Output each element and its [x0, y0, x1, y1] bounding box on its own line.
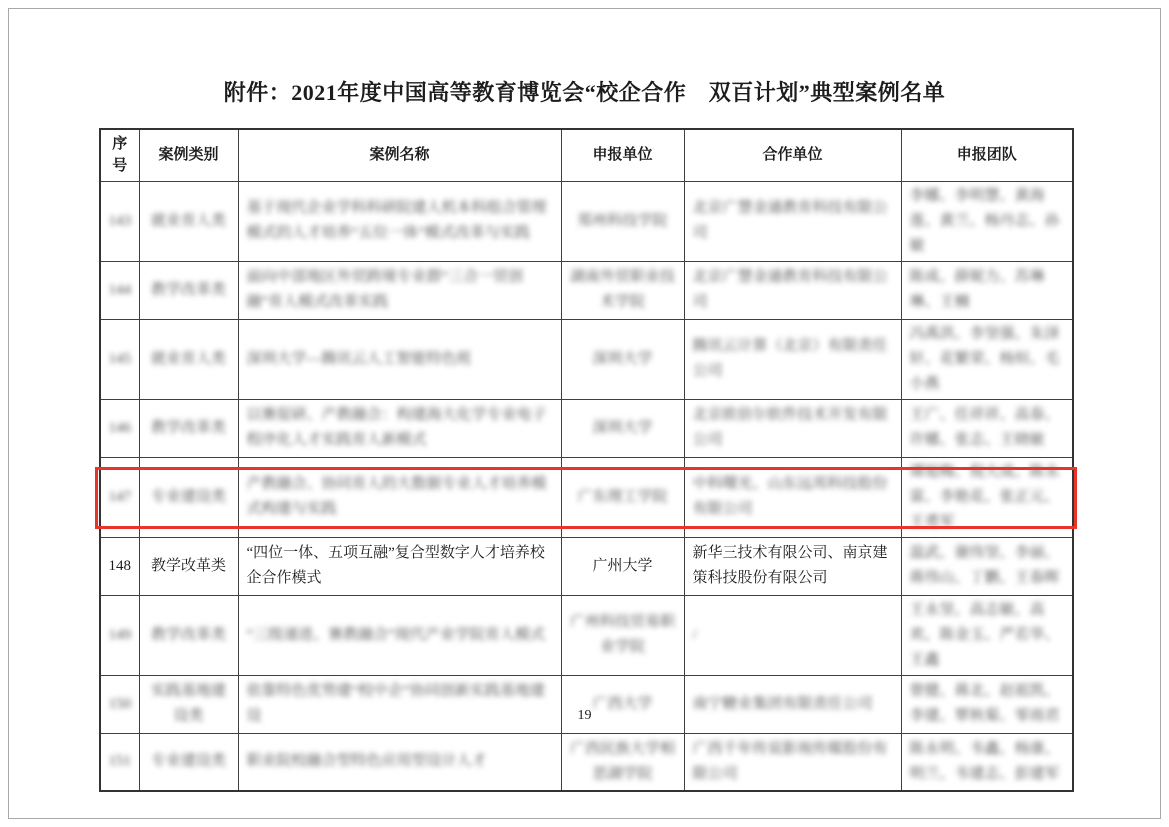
cell-partner: 南宁糖业集团有限责任公司	[684, 675, 901, 733]
cell-applicant: 深圳大学	[561, 399, 684, 457]
cell-applicant: 湖南外贸职业技术学院	[561, 261, 684, 319]
cell-team: 谭旭梅、倪大成、陈永富、李艳花、张正元、王勇军	[901, 457, 1073, 537]
cell-name: 以赛促研、产教融合：构建海大化学专业电子程序化人才实践育人新模式	[238, 399, 561, 457]
cell-name: 面向中部地区外贸跨境专业群“三合一贸创融”育人模式改革实践	[238, 261, 561, 319]
cell-partner: 中科曙光、山东远邦科技股份有限公司	[684, 457, 901, 537]
cell-team: 陈成、薛妮力、苏琳琳、王楠	[901, 261, 1073, 319]
cell-category: 实践基地建设类	[139, 675, 238, 733]
cell-partner: 新华三技术有限公司、南京建策科技股份有限公司	[684, 537, 901, 595]
cell-category: 专业建设类	[139, 457, 238, 537]
cell-category: 教学改革类	[139, 595, 238, 675]
cell-name: 职业院校融合型特色应用型设计人才	[238, 733, 561, 791]
case-table	[99, 128, 1074, 792]
cell-name: “四位一体、五项互融”复合型数字人才培养校企合作模式	[238, 537, 561, 595]
table-row	[100, 675, 1073, 733]
column-header: 序号	[100, 129, 139, 181]
cell-name: 产教融合、协同育人的大数据专业人才培养模式构建与实践	[238, 457, 561, 537]
cell-team: 冯禹洪、李坚强、朱泽轩、花繁荣、杨烜、毛小燕	[901, 319, 1073, 399]
table-row	[100, 319, 1073, 399]
cell-partner: 北京欧倍尔软件技术开发有限公司	[684, 399, 901, 457]
cell-team: 曾健、蒋北、赵祖凯、李建、覃秋菊、零雨君	[901, 675, 1073, 733]
column-header: 案例类别	[139, 129, 238, 181]
table-row	[100, 733, 1073, 791]
table-row	[100, 595, 1073, 675]
highlighted-table-row	[100, 537, 1073, 595]
cell-applicant: 广西民族大学相思湖学院	[561, 733, 684, 791]
cell-team: 王永坚、高志敏、高欢、陈金玉、严若华、王鑫	[901, 595, 1073, 675]
cell-partner: /	[684, 595, 901, 675]
cell-category: 教学改革类	[139, 537, 238, 595]
cell-name: “三级递进、赛教融合”现代产业学院育人模式	[238, 595, 561, 675]
cell-no: 146	[100, 399, 139, 457]
cell-team: 陈永明、韦鑫、杨康、明兰、韦建志、彭建军	[901, 733, 1073, 791]
cell-no: 148	[100, 537, 139, 595]
cell-category: 就业育人类	[139, 181, 238, 261]
cell-partner: 广西千年传说影视传媒股份有限公司	[684, 733, 901, 791]
cell-partner: 北京广慧金通教育科技有限公司	[684, 261, 901, 319]
cell-no: 149	[100, 595, 139, 675]
cell-team: 李娜、李明慧、黄海莲、黄兰、杨丹志、孙敏	[901, 181, 1073, 261]
cell-category: 教学改革类	[139, 399, 238, 457]
cell-no: 145	[100, 319, 139, 399]
cell-partner: 北京广慧金通教育科技有限公司	[684, 181, 901, 261]
cell-applicant: 广西大学	[561, 675, 684, 733]
cell-category: 就业育人类	[139, 319, 238, 399]
cell-partner: 腾讯云计算（北京）有限责任公司	[684, 319, 901, 399]
cell-name: 依靠特色优势建“校中企”协同创新实践基地建设	[238, 675, 561, 733]
table-row	[100, 181, 1073, 261]
cell-team: 温武、谢伟坚、李丽、蒋伟山、丁鹏、王春晖	[901, 537, 1073, 595]
cell-no: 144	[100, 261, 139, 319]
case-table-wrap	[99, 128, 1072, 792]
page-number: 19	[577, 708, 592, 723]
column-header: 合作单位	[684, 129, 901, 181]
cell-no: 147	[100, 457, 139, 537]
cell-applicant: 郑州科技学院	[561, 181, 684, 261]
cell-no: 143	[100, 181, 139, 261]
column-header: 申报单位	[561, 129, 684, 181]
cell-applicant: 深圳大学	[561, 319, 684, 399]
cell-applicant: 广州大学	[561, 537, 684, 595]
table-row	[100, 261, 1073, 319]
cell-name: 基于现代企业学科科研院建人机本科组合管理模式的人才培养“五位一体”模式改革与实践	[238, 181, 561, 261]
cell-name: 深圳大学—腾讯云人工智能特色班	[238, 319, 561, 399]
page-title: 附件：2021年度中国高等教育博览会“校企合作 双百计划”典型案例名单	[223, 80, 946, 105]
cell-category: 专业建设类	[139, 733, 238, 791]
cell-category: 教学改革类	[139, 261, 238, 319]
column-header: 申报团队	[901, 129, 1073, 181]
cell-no: 151	[100, 733, 139, 791]
cell-applicant: 广州科技贸易职业学院	[561, 595, 684, 675]
cell-applicant: 广东理工学院	[561, 457, 684, 537]
cell-team: 王广、任祥祥、高春、许娜、张志、王晓敏	[901, 399, 1073, 457]
cell-no: 150	[100, 675, 139, 733]
table-row	[100, 399, 1073, 457]
table-header-row	[100, 129, 1073, 181]
table-row	[100, 457, 1073, 537]
column-header: 案例名称	[238, 129, 561, 181]
